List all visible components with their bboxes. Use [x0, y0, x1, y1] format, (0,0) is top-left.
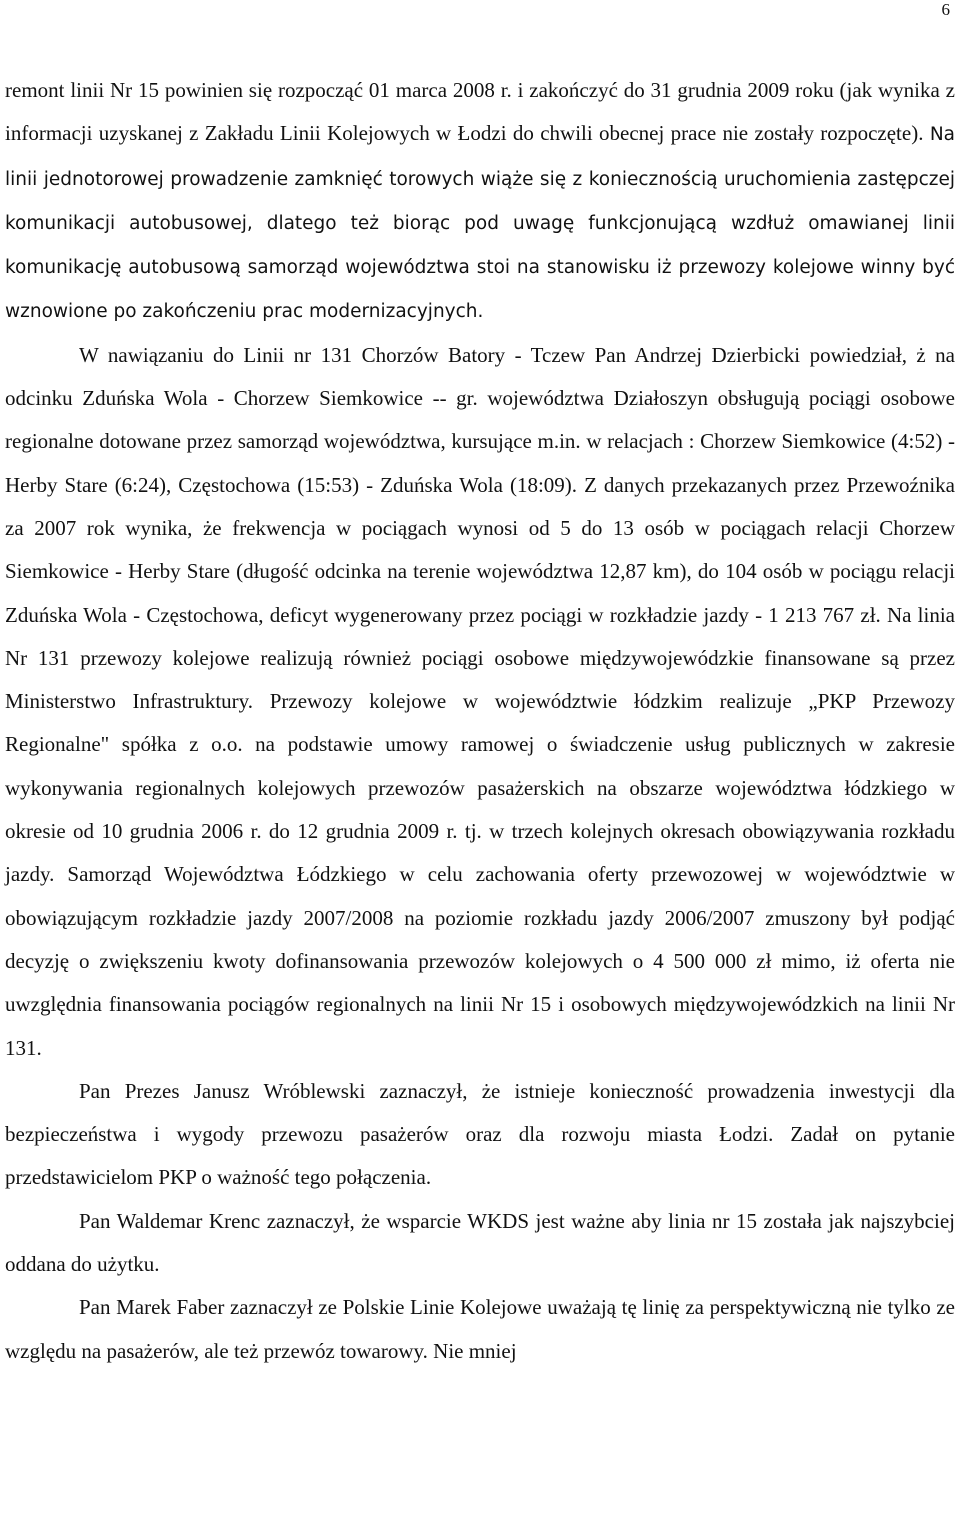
page-number: 6 — [941, 0, 950, 19]
paragraph-krenc: Pan Waldemar Krenc zaznaczył, że wsparcie WKDS jest ważne aby linia nr 15 została jak najszybciej oddana do użytku. — [5, 1208, 955, 1277]
paragraph-faber: Pan Marek Faber zaznaczył ze Polskie Linie Kolejowe uważają tę linię za perspektywiczną nie tylko ze względu na pasażerów, ale też przewóz towarowy. Nie mniej — [5, 1295, 955, 1363]
body-text — [5, 69, 955, 1373]
paragraph-continuation — [5, 69, 955, 334]
paragraph-sentence: remont linii Nr 15 powinien się rozpocząć 01 marca 2008 r. i zakończyć do 31 grudnia 2009 roku (jak wynika z informacji uzyskanej z Zakładu Linii Kolejowych w Łodzi do chwili obecnej prace nie zostały rozpoczęte). — [5, 78, 955, 146]
paragraph-sentence-sans: Na linii jednotorowej prowadzenie zamknięć torowych wiąże się z koniecznością uruchomienia zastępczej komunikacji autobusowej, dlatego też biorąc pod uwagę funkcjonującą wzdłuż omawianej linii komunikację autobusową samorząd województwa stoi na stanowisku iż przewozy kolejowe winny być wznowione po zakończeniu prac modernizacyjnych. — [5, 124, 955, 323]
paragraph-linia-131: W nawiązaniu do Linii nr 131 Chorzów Batory - Tczew Pan Andrzej Dzierbicki powiedział, ż na odcinku Zduńska Wola - Chorzew Siemkowice -- gr. województwa Działoszyn obsługują pociągi osobowe regionalne dotowane przez samorząd województwa, kursujące m.in. w relacjach : Chorzew Siemkowice (4:52) - Herby Stare (6:24), Częstochowa (15:53) - Zduńska Wola (18:09). Z danych przekazanych przez Przewoźnika za 2007 rok wynika, że frekwencja w pociągach wynosi od 5 do 13 osób w pociągach relacji Chorzew Siemkowice - Herby Stare (długość odcinka na terenie województwa 12,87 km), do 104 osób w pociągu relacji Zduńska Wola - Częstochowa, deficyt wygenerowany przez pociągi w rozkładzie jazdy - 1 213 767 zł. Na linia Nr 131 przewozy kolejowe realizują również pociągi osobowe międzywojewódzkie finansowane są przez Ministerstwo Infrastruktury. Przewozy kolejowe w województwie łódzkim realizuje „PKP Przewozy Regionalne" spółka z o.o. na podstawie umowy ramowej o świadczenie usług publicznych w zakresie wykonywania regionalnych kolejowych przewozów pasażerskich na obszarze województwa łódzkiego w okresie od 10 grudnia 2006 r. do 12 grudnia 2009 r. tj. w trzech kolejnych okresach obowiązywania rozkładu jazdy. Samorząd Województwa Łódzkiego w celu zachowania oferty przewozowej w województwie w obowiązującym rozkładzie jazdy 2007/2008 na poziomie rozkładu jazdy 2006/2007 zmuszony był podjąć decyzję o zwiększeniu kwoty dofinansowania przewozów kolejowych o 4 500 000 zł mimo, iż oferta nie uwzględnia finansowania pociągów regionalnych na linii Nr 15 i osobowych międzywojewódzkich na linii Nr 131. — [5, 342, 955, 1060]
paragraph-wroblewski: Pan Prezes Janusz Wróblewski zaznaczył, że istnieje konieczność prowadzenia inwestycji dla bezpieczeństwa i wygody przewozu pasażerów oraz dla rozwoju miasta Łodzi. Zadał on pytanie przedstawicielom PKP o ważność tego połączenia. — [5, 1078, 955, 1190]
